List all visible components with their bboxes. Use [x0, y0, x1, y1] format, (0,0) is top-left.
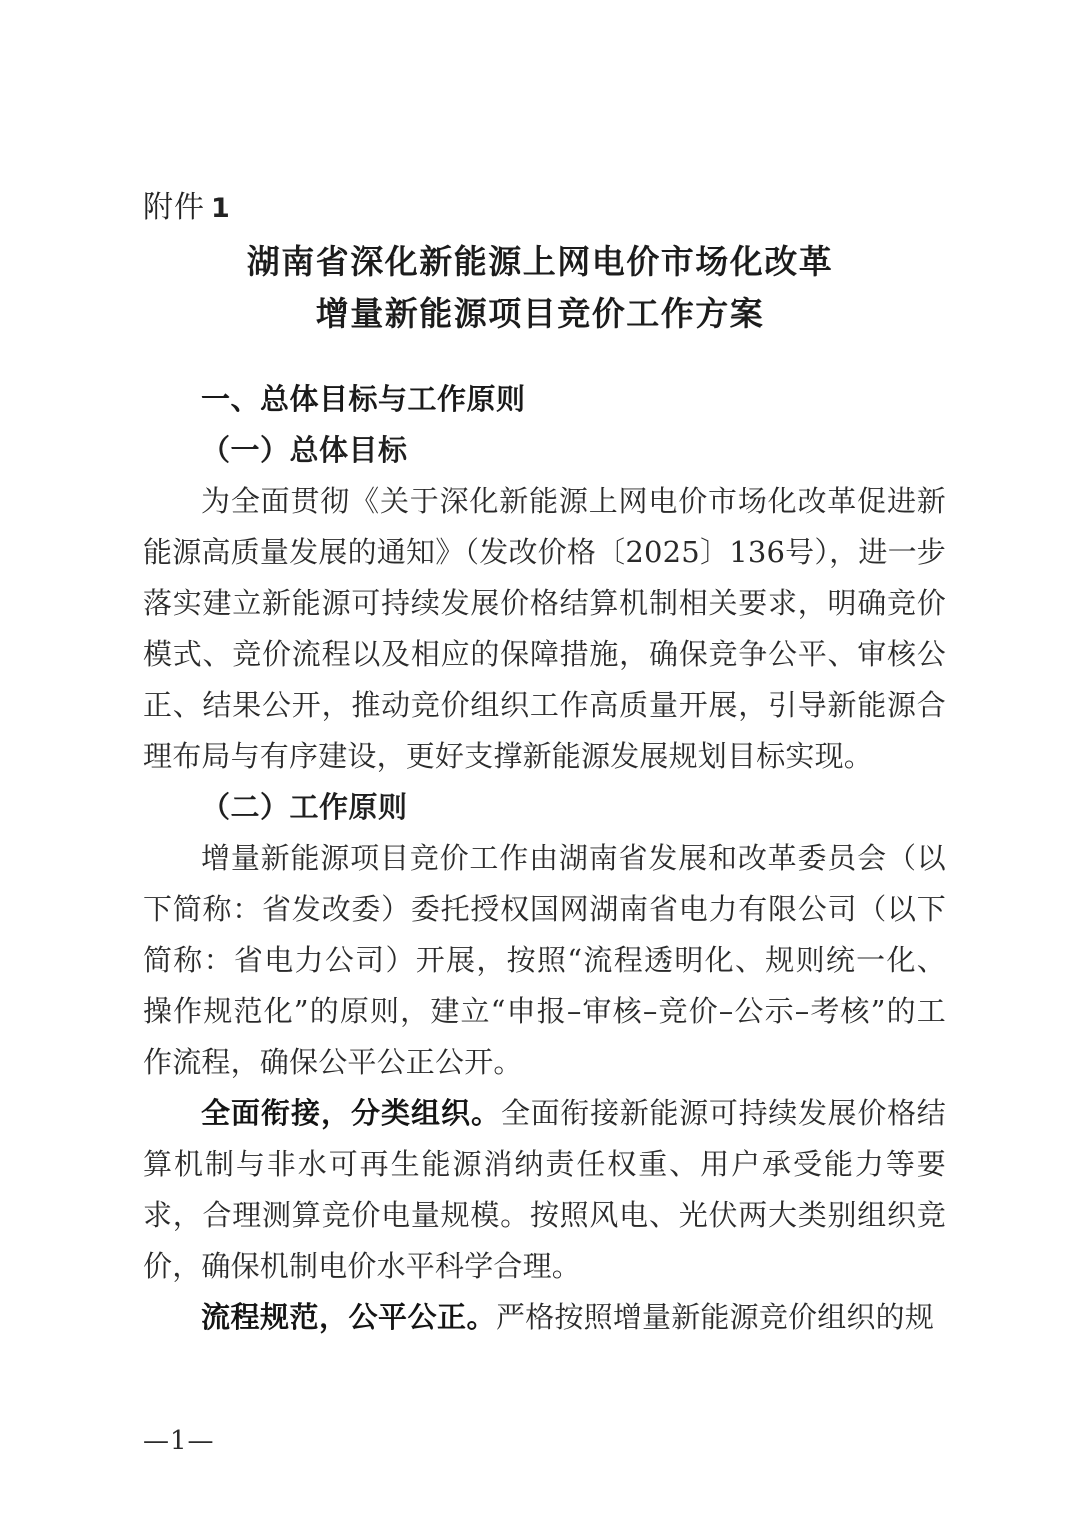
document-body — [143, 374, 946, 1343]
paragraph-overall-goal: 为全面贯彻《关于深化新能源上网电价市场化改革促进新能源高质量发展的通知》（发改价格〔2025〕136号），进一步落实建立新能源可持续发展价格结算机制相关要求，明确竞价模式、竞价流程以及相应的保障措施，确保竞争公平、审核公正、结果公开，推动竞价组织工作高质量开展，引导新能源合理布局与有序建设，更好支撑新能源发展规划目标实现。 — [143, 484, 946, 773]
principle-1-text: 全面衔接新能源可持续发展价格结算机制与非水可再生能源消纳责任权重、用户承受能力等要求，合理测算竞价电量规模。按照风电、光伏两大类别组织竞价，确保机制电价水平科学合理。 — [143, 1096, 946, 1283]
document-title — [0, 236, 1080, 340]
principle-1-lead: 全面衔接，分类组织。 — [201, 1096, 501, 1130]
attachment-number: 1 — [211, 193, 231, 224]
principle-2-text: 严格按照增量新能源竞价组织的规 — [496, 1300, 935, 1334]
paragraph-work-principles: 增量新能源项目竞价工作由湖南省发展和改革委员会（以下简称：省发改委）委托授权国网湖南省电力有限公司（以下简称：省电力公司）开展，按照“流程透明化、规则统一化、操作规范化”的原则，建立“申报–审核–竞价–公示–考核”的工作流程，确保公平公正公开。 — [143, 841, 946, 1079]
paragraph-principle-2 — [143, 1292, 946, 1343]
section-heading-1: 一、总体目标与工作原则 — [201, 382, 526, 416]
principle-2-lead: 流程规范，公平公正。 — [201, 1300, 497, 1334]
subsection-heading-1: （一）总体目标 — [201, 433, 408, 467]
subsection-heading-2: （二）工作原则 — [201, 790, 408, 824]
attachment-label — [143, 188, 231, 229]
attachment-label-text: 附件 — [143, 190, 205, 225]
page-number-footer: —1— — [143, 1426, 215, 1456]
paragraph-principle-1 — [143, 1088, 946, 1292]
document-title-line-1: 湖南省深化新能源上网电价市场化改革 — [246, 242, 834, 281]
document-title-line-2: 增量新能源项目竞价工作方案 — [315, 294, 765, 333]
